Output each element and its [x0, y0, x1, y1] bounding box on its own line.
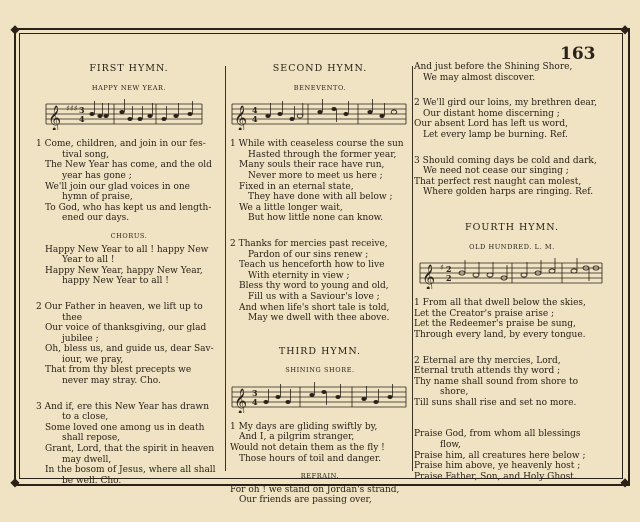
- svg-text:𝄞: 𝄞: [234, 106, 248, 131]
- verse-line: And when life's short tale is told,: [239, 302, 390, 313]
- verse-line: Our voice of thanksgiving, our glad: [45, 323, 207, 334]
- verse-line: Eternal truth attends thy word ;: [414, 366, 561, 377]
- verse-line: Would not detain them as the fly !: [230, 443, 385, 454]
- verse-line: 1 My days are gliding swiftly by,: [230, 421, 378, 432]
- verse-line: 1 While with ceaseless course the sun: [230, 139, 404, 150]
- verse-line: Year to all !: [62, 255, 115, 266]
- verse-line: Bless thy word to young and old,: [239, 281, 389, 292]
- verse-line: year has gone ;: [62, 170, 132, 181]
- column-divider: [225, 66, 226, 471]
- verse-line: Let the Creator's praise arise ;: [414, 308, 555, 319]
- verse-line: 2 We'll gird our loins, my brethren dear,: [414, 98, 597, 109]
- verse-line: Our friends are passing over,: [239, 495, 372, 506]
- fourth-hymn-tune: OLD HUNDRED. L. M.: [469, 242, 555, 251]
- svg-text:♯: ♯: [440, 263, 444, 273]
- verse-line: hymn of praise,: [62, 192, 133, 203]
- column-first-hymn: [36, 58, 222, 493]
- verse-line: And I, a pilgrim stranger,: [239, 432, 355, 443]
- svg-text:4: 4: [252, 105, 258, 116]
- first-hymn-title: FIRST HYMN.: [89, 63, 169, 74]
- verse-line: That from thy blest precepts we: [45, 365, 192, 376]
- verse-line: We'll join our glad voices in one: [45, 181, 190, 192]
- verse-line: never may stray. Cho.: [62, 376, 161, 387]
- fourth-hymn-title: FOURTH HYMN.: [464, 221, 560, 233]
- svg-text:♯♯♯: ♯♯♯: [66, 104, 78, 114]
- verse-line: We need not cease our singing ;: [423, 166, 569, 177]
- column-divider: [412, 66, 413, 471]
- verse-line: shall repose,: [62, 433, 121, 444]
- verse-line: And just before the Shining Shore,: [414, 62, 573, 72]
- first-hymn-tune: HAPPY NEW YEAR.: [91, 83, 167, 92]
- corner-ornament-icon: ◆: [10, 22, 20, 36]
- verse-line: thee: [62, 312, 83, 323]
- verse-line: Some loved one among us in death: [45, 422, 205, 433]
- verse-line: 3 And if, ere this New Year has drawn: [36, 401, 210, 412]
- verse-line: Thy name shall sound from shore to: [414, 376, 579, 387]
- verse-line: Praise Father, Son, and Holy Ghost.: [414, 471, 577, 482]
- verse-line: 1 Come, children, and join in our fes-: [36, 139, 206, 150]
- corner-ornament-icon: ◆: [620, 475, 630, 489]
- verse-line: Never more to meet us here ;: [248, 170, 383, 181]
- verse-line: ened our days.: [62, 213, 130, 224]
- verse-line: be well. Cho.: [62, 475, 122, 486]
- third-hymn-title: THIRD HYMN.: [278, 345, 362, 357]
- verse-line: To God, who has kept us and length-: [45, 202, 212, 213]
- column-second-third-hymn: [230, 58, 410, 513]
- svg-text:3: 3: [79, 105, 85, 116]
- verse-line: Praise God, from whom all blessings: [414, 429, 581, 440]
- svg-text:4: 4: [252, 396, 258, 407]
- music-staff-fourth-hymn: [418, 255, 604, 289]
- verse-line: The New Year has come, and the old: [45, 160, 212, 171]
- verse-line: 2 Our Father in heaven, we lift up to: [36, 301, 203, 312]
- svg-text:𝄞: 𝄞: [234, 388, 248, 413]
- verse-line: Till suns shall rise and set no more.: [414, 397, 577, 408]
- verse-line: We may almost discover.: [423, 72, 536, 83]
- verse-line: Those hours of toil and danger.: [239, 453, 382, 464]
- verse-line: They have done with all below ;: [248, 192, 393, 203]
- verse-line: Let every lamp be burning. Ref.: [423, 129, 568, 140]
- verse-line: Oh, bless us, and guide us, dear Sav-: [45, 344, 214, 355]
- verse-line: Many souls their race have run,: [239, 160, 385, 171]
- second-hymn-title: SECOND HYMN.: [272, 63, 368, 74]
- verse-line: 2 Eternal are thy mercies, Lord,: [414, 355, 561, 366]
- corner-ornament-icon: ◆: [10, 475, 20, 489]
- svg-text:𝄞: 𝄞: [48, 106, 62, 131]
- svg-text:𝄞: 𝄞: [422, 265, 436, 290]
- music-staff-first-hymn: [44, 96, 204, 130]
- verse-line: Our distant home discerning ;: [423, 108, 560, 119]
- verse-line: May we dwell with thee above.: [248, 313, 390, 324]
- verse-line: Grant, Lord, that the spirit in heaven: [45, 444, 215, 455]
- chorus-label: CHORUS.: [110, 231, 148, 240]
- second-hymn-tune: BENEVENTO.: [293, 83, 347, 92]
- verse-line: With eternity in view ;: [248, 270, 350, 281]
- verse-line: But how little none can know.: [248, 213, 384, 224]
- verse-line: Happy New Year to all ! happy New: [45, 244, 209, 255]
- verse-line: Praise him, all creatures here below ;: [414, 450, 586, 461]
- verse-line: Where golden harps are ringing. Ref.: [423, 187, 594, 198]
- verse-line: 2 Thanks for mercies past receive,: [230, 238, 388, 249]
- refrain-label: REFRAIN.: [300, 472, 340, 481]
- verse-line: may dwell,: [62, 454, 112, 465]
- verse-line: Fill us with a Saviour's love ;: [248, 291, 380, 302]
- verse-line: That perfect rest naught can molest,: [414, 176, 582, 187]
- verse-line: 1 From all that dwell below the skies,: [414, 298, 586, 309]
- music-staff-third-hymn: [230, 379, 408, 413]
- corner-ornament-icon: ◆: [620, 22, 630, 36]
- page-number: 163: [560, 44, 596, 64]
- column-third-fourth-hymn: [414, 62, 610, 489]
- verse-line: Fixed in an eternal state,: [239, 181, 354, 192]
- verse-line: iour, we pray,: [62, 354, 124, 365]
- verse-line: Our absent Lord has left us word,: [414, 119, 568, 130]
- svg-text:2: 2: [446, 273, 452, 284]
- verse-line: Through every land, by every tongue.: [414, 329, 586, 340]
- svg-text:4: 4: [252, 114, 258, 125]
- verse-line: In the bosom of Jesus, where all shall: [45, 465, 216, 476]
- verse-line: For oh ! we stand on Jordan's strand,: [230, 484, 400, 495]
- verse-line: flow,: [440, 440, 461, 451]
- music-staff-second-hymn: [230, 96, 408, 130]
- verse-line: 3 Should coming days be cold and dark,: [414, 155, 597, 166]
- third-hymn-tune: SHINING SHORE.: [285, 366, 355, 375]
- verse-line: to a close,: [62, 412, 109, 423]
- verse-line: Praise him above, ye heavenly host ;: [414, 461, 581, 472]
- verse-line: We a little longer wait,: [239, 202, 343, 213]
- verse-line: Teach us henceforth how to live: [239, 260, 385, 271]
- verse-line: jubilee ;: [62, 333, 99, 344]
- verse-line: shore,: [440, 387, 469, 398]
- svg-text:2: 2: [446, 264, 452, 275]
- verse-line: Happy New Year, happy New Year,: [45, 265, 203, 276]
- verse-line: Hasted through the former year,: [248, 149, 397, 160]
- verse-line: tival song,: [62, 149, 110, 160]
- svg-text:3: 3: [252, 387, 258, 398]
- verse-line: Pardon of our sins renew ;: [248, 249, 369, 260]
- verse-line: Let the Redeemer's praise be sung,: [414, 319, 576, 330]
- svg-text:4: 4: [79, 114, 85, 125]
- verse-line: happy New Year to all !: [62, 276, 169, 287]
